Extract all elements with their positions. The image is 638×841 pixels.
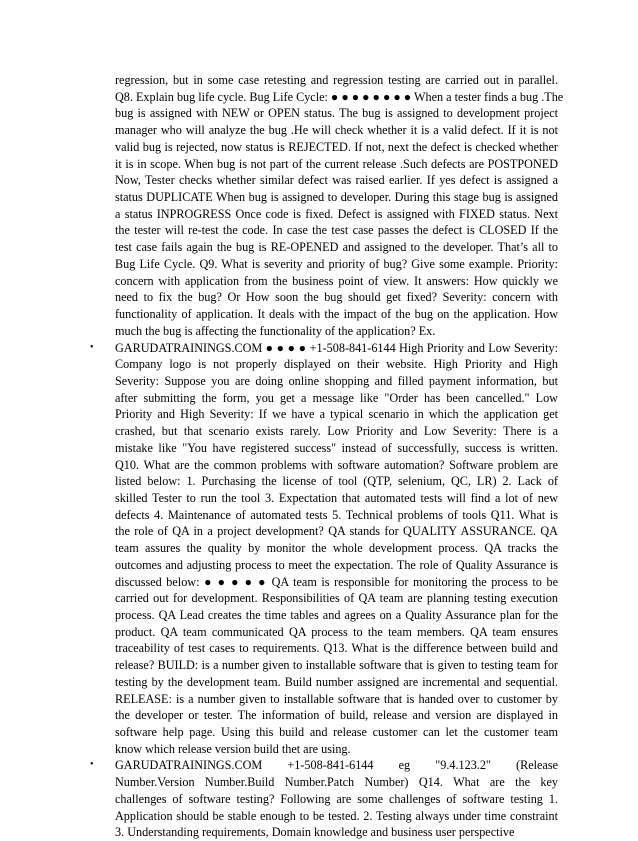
text-line: mistake like "You have registered success" instead of successfully, success is written. (115, 440, 558, 455)
text-line: know which release version build thet are using. (115, 741, 351, 756)
text-line: release? BUILD: is a number given to installable software that is given to testing team for (115, 658, 558, 673)
text-line: manager who will analyze the bug .He will check whether it is a valid defect. If it is not (115, 123, 558, 138)
text-line: Q10. What are the common problems with software automation? Software problem are (115, 457, 558, 472)
text-line: Application should be stable enough to be tested. 2. Testing always under time constraint (115, 808, 558, 823)
bullet-icon: • (90, 341, 94, 353)
text-line: the role of QA in a project development? QA stands for QUALITY ASSURANCE. QA (115, 524, 558, 539)
text-line: status DUPLICATE When bug is assigned to developer. During this stage bug is assigned (115, 190, 558, 205)
text-line: traceability of test cases to requirements. Q13. What is the difference between build and (115, 641, 558, 656)
text-line: need to fix the bug? Or How soon the bug should get fixed? Severity: concern with (115, 290, 558, 305)
intro-paragraph (115, 72, 564, 340)
text-line: testing by the development team. Build number assigned are incremental and sequential. (115, 674, 558, 689)
text-line: after submitting the form, you get a message like "Order has been cancelled." Low (115, 390, 558, 405)
text-line: concern with application from the business point of view. It answers: How quickly we (115, 273, 558, 288)
text-line: Q8. Explain bug life cycle. Bug Life Cycle: ● ● ● ● ● ● ● ● When a tester finds a bug .The (115, 89, 564, 104)
text-line: Bug Life Cycle. Q9. What is severity and priority of bug? Give some example. Priority: (115, 256, 558, 271)
text-line: functionality of application. It deals with the impact of the bug on the application. How (115, 307, 558, 322)
text-line: much the bug is affecting the functionality of the application? Ex. (115, 323, 436, 338)
bullet-item-1 (90, 340, 558, 758)
text-line: team assures the quality by monitor the whole development process. QA tracks the (115, 541, 558, 556)
text-line: the developer or tester. The information of build, release and version are displayed in (115, 708, 558, 723)
text-line: 3. Understanding requirements, Domain knowledge and business user perspective (115, 825, 515, 840)
text-line: Priority and High Severity: If we have a typical scenario in which the application get (115, 407, 558, 422)
text-line: Now, Tester checks whether similar defect was raised earlier. If yes defect is assigned a (115, 173, 558, 188)
text-line: test case fails again the bug is RE-OPENED and assigned to the developer. That’s all to (115, 240, 558, 255)
bullet-icon: • (90, 759, 94, 771)
text-line: GARUDATRAININGS.COM +1-508-841-6144 eg "9.4.123.2" (Release (115, 758, 558, 773)
bullet-item-2 (90, 757, 558, 841)
text-line: crashed, but that scenario exists rarely. Low Priority and Low Severity: There is a (115, 424, 558, 439)
text-line: product. QA team communicated QA process to the team members. QA team ensures (115, 624, 558, 639)
text-line: a status INPROGRESS Once code is fixed. Defect is assigned with FIXED status. Next (115, 206, 558, 221)
text-line: GARUDATRAININGS.COM ● ● ● ● +1-508-841-6144 High Priority and Low Severity: (115, 340, 558, 355)
text-line: it is in scope. When bug is not part of the current release .Such defects are POSTPONED (115, 156, 558, 171)
text-line: valid bug is rejected, now status is REJECTED. If not, next the defect is checked whether (115, 139, 558, 154)
text-line: outcomes and adjusting process to meet the expectation. The role of Quality Assurance is (115, 557, 558, 572)
text-line: process. QA Lead creates the time tables and agrees on a Quality Assurance plan for the (115, 608, 558, 622)
text-line: Severity: Suppose you are doing online shopping and filled payment information, but (115, 373, 558, 388)
text-line: regression, but in some case retesting and regression testing are carried out in parallel. (115, 73, 558, 87)
text-line: Company logo is not properly displayed on their website. High Priority and High (115, 357, 558, 372)
text-line: challenges of software testing? Following are some challenges of software testing 1. (115, 791, 558, 806)
text-line: bug is assigned with NEW or OPEN status. The bug is assigned to development project (115, 106, 558, 121)
text-line: listed below: 1. Purchasing the license of tool (QTP, selenium, QC, LR) 2. Lack of (115, 474, 558, 489)
text-line: software help page. Using this build and release customer can let the customer team (115, 725, 558, 740)
text-line: RELEASE: is a number given to installable software that is handed over to customer by (115, 691, 558, 706)
text-line: Number.Version Number.Build Number.Patch Number) Q14. What are the key (115, 775, 558, 790)
text-line: the tester will re-test the code. In case the test case passes the defect is CLOSED If the (115, 223, 558, 238)
text-line: defects 4. Maintenance of automated tests 5. Technical problems of tools Q11. What is (115, 507, 558, 522)
text-line: discussed below: ● ● ● ● ● QA team is responsible for monitoring the process to be (115, 574, 558, 589)
text-line: carried out for development. Responsibilities of QA team are planning testing execution (115, 591, 558, 606)
text-line: skilled Tester to run the tool 3. Expectation that automated tests will find a lot of new (115, 490, 558, 505)
